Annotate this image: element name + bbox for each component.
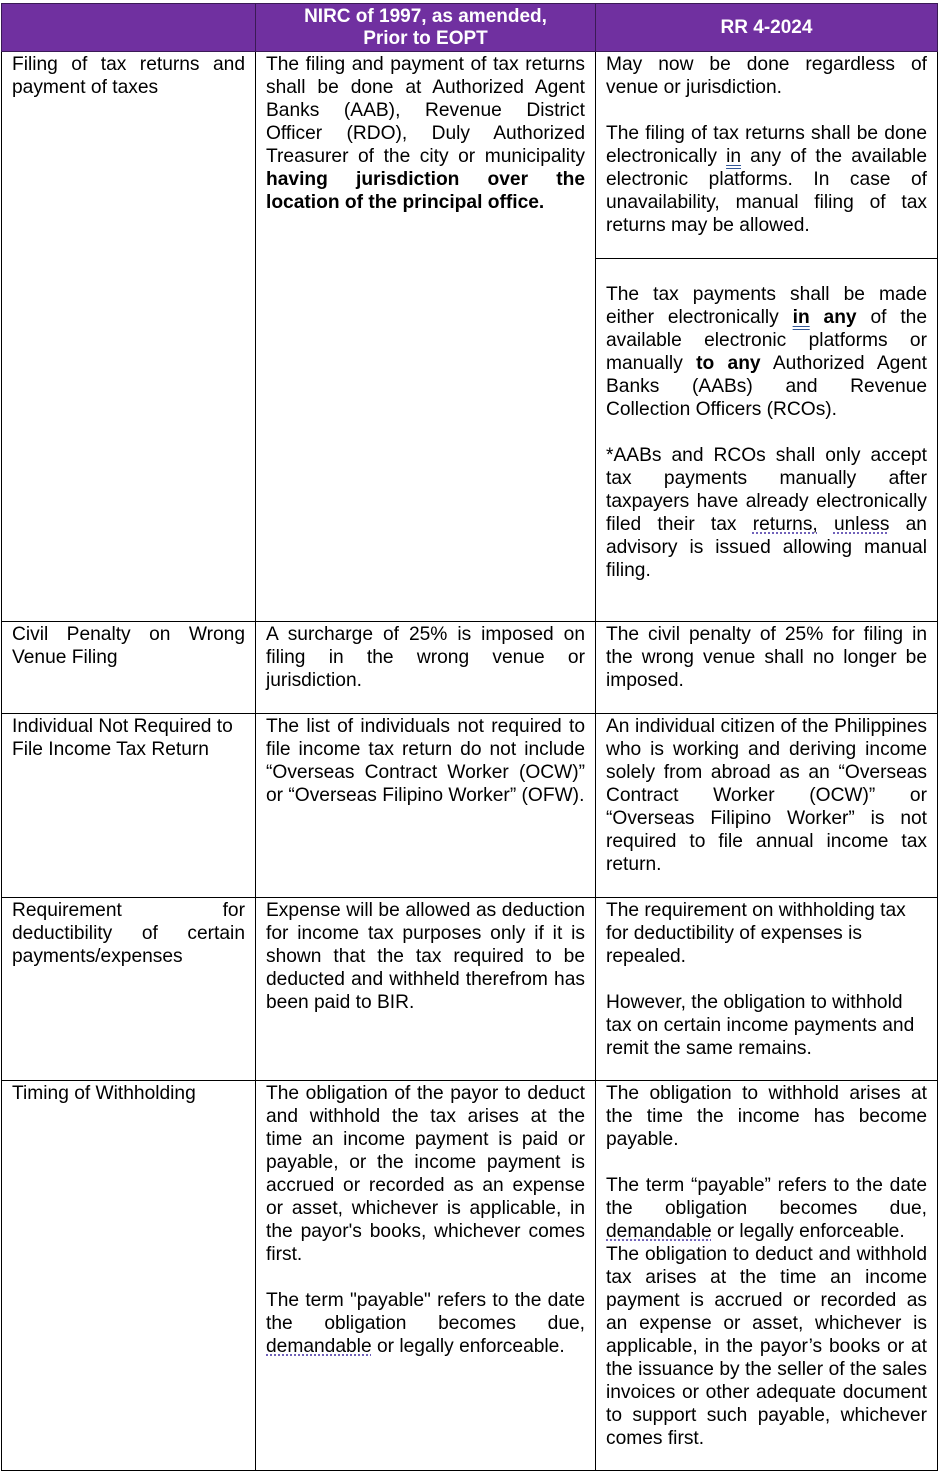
comparison-table xyxy=(1,3,938,1471)
header-row xyxy=(2,4,938,52)
nirc-cell: The obligation of the payor to deduct and withhold the tax arises at the time an income payment is paid or payable, or the income payment is accrued or recorded as an expense or asset, whichever is applicable, in the payor's books, whichever comes first. The term "payable" refers to the date the obligation becomes due, demandable or legally enforceable. xyxy=(256,1081,596,1471)
topic-cell: Timing of Withholding xyxy=(2,1081,256,1471)
topic-cell: Filing of tax returns and payment of taxes xyxy=(2,52,256,622)
header-topic xyxy=(2,4,256,52)
rr-cell: The civil penalty of 25% for filing in the wrong venue shall no longer be imposed. xyxy=(596,622,938,714)
nirc-cell: The list of individuals not required to file income tax return do not include “Overseas Contract Worker (OCW)” or “Overseas Filipino Worker” (OFW). xyxy=(256,714,596,898)
rr-cell: An individual citizen of the Philippines who is working and deriving income solely from abroad as an “Overseas Contract Worker (OCW)” or “Overseas Filipino Worker” is not required to file annual income tax return. xyxy=(596,714,938,898)
nirc-cell: The filing and payment of tax returns shall be done at Authorized Agent Banks (AAB), Revenue District Officer (RDO), Duly Authorized Treasurer of the city or municipality having jurisdiction over the location of the principal office. xyxy=(256,52,596,622)
header-rr: RR 4-2024 xyxy=(596,4,938,52)
table-row-timing xyxy=(2,1081,938,1471)
nirc-cell: A surcharge of 25% is imposed on filing in the wrong venue or jurisdiction. xyxy=(256,622,596,714)
header-nirc: NIRC of 1997, as amended, Prior to EOPT xyxy=(256,4,596,52)
rr-cell: The obligation to withhold arises at the time the income has become payable. The term “payable” refers to the date the obligation becomes due, demandable or legally enforceable. The obligation to deduct and withhold tax arises at the time an income payment is accrued or recorded as an expense or asset, whichever is applicable, in the payor’s books or at the issuance by the seller of the sales invoices or other adequate document to support such payable, whichever comes first. xyxy=(596,1081,938,1471)
table-row-deductibility xyxy=(2,898,938,1081)
rr-cell-filing: May now be done regardless of venue or jurisdiction. The filing of tax returns shall be done electronically in any of the available electronic platforms. In case of unavailability, manual filing of tax returns may be allowed. xyxy=(596,52,938,259)
topic-cell: Individual Not Required to File Income Tax Return xyxy=(2,714,256,898)
table-row-filing xyxy=(2,52,938,259)
table-row-civil-penalty xyxy=(2,622,938,714)
rr-cell: The requirement on withholding tax for deductibility of expenses is repealed. However, the obligation to withhold tax on certain income payments and remit the same remains. xyxy=(596,898,938,1081)
topic-cell: Requirement for deductibility of certain payments/expenses xyxy=(2,898,256,1081)
table-row-individual-itr xyxy=(2,714,938,898)
rr-cell-payment: The tax payments shall be made either electronically in any of the available electronic platforms or manually to any Authorized Agent Banks (AABs) and Revenue Collection Officers (RCOs). *AABs and RCOs shall only accept tax payments manually after taxpayers have already electronically filed their tax returns, unless an advisory is issued allowing manual filing. xyxy=(596,259,938,622)
topic-cell: Civil Penalty on Wrong Venue Filing xyxy=(2,622,256,714)
nirc-cell: Expense will be allowed as deduction for income tax purposes only if it is shown that the tax required to be deducted and withheld therefrom has been paid to BIR. xyxy=(256,898,596,1081)
